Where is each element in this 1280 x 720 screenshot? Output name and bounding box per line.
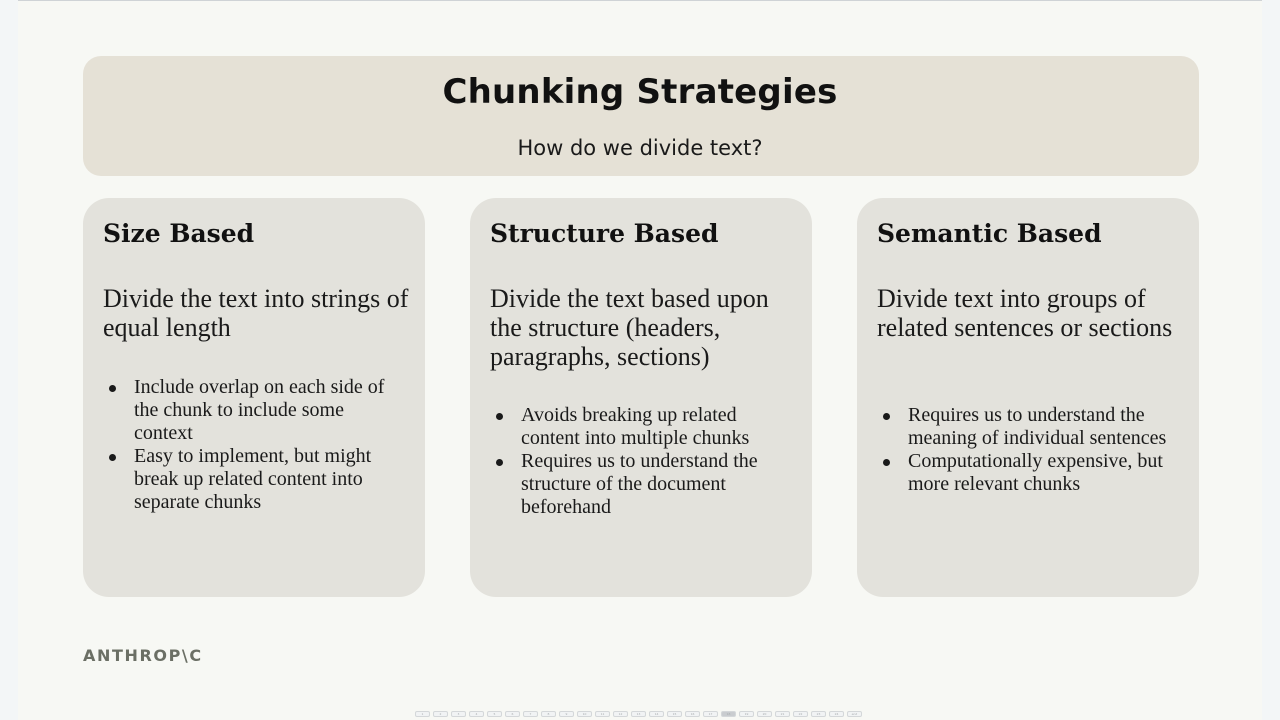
slide-navigation-strip — [415, 711, 862, 719]
bullet-dot-icon — [496, 459, 503, 466]
bullet-item — [103, 376, 403, 445]
card-size-based — [83, 198, 425, 597]
slide-thumb-18[interactable]: 18 — [721, 711, 736, 717]
bullet-dot-icon — [109, 385, 116, 392]
slide-thumb-20[interactable]: 20 — [757, 711, 772, 717]
bullet-item — [103, 445, 403, 514]
slide-thumb-1[interactable]: 1 — [415, 711, 430, 717]
slide-thumb-8[interactable]: 8 — [541, 711, 556, 717]
bullet-dot-icon — [883, 459, 890, 466]
bullet-text: Requires us to understand the structure of the document beforehand — [521, 450, 758, 518]
bullet-dot-icon — [496, 413, 503, 420]
bullet-text: Computationally expensive, but more relevant chunks — [908, 450, 1163, 495]
slide-thumb-4[interactable]: 4 — [469, 711, 484, 717]
bullet-item — [877, 404, 1177, 450]
slide-thumb-10[interactable]: 10 — [577, 711, 592, 717]
card-bullet-list — [490, 404, 790, 519]
slide-thumb-23[interactable]: 23 — [811, 711, 826, 717]
card-title: Size Based — [103, 219, 255, 248]
slide-thumb-17[interactable]: 17 — [703, 711, 718, 717]
slide-thumb-22[interactable]: 22 — [793, 711, 808, 717]
slide-thumb-end[interactable]: end — [847, 711, 862, 717]
slide-thumb-7[interactable]: 7 — [523, 711, 538, 717]
slide-thumb-16[interactable]: 16 — [685, 711, 700, 717]
card-bullet-list — [103, 376, 403, 514]
slide-thumb-19[interactable]: 19 — [739, 711, 754, 717]
bullet-text: Include overlap on each side of the chunk to include some context — [134, 376, 385, 444]
slide-thumb-15[interactable]: 15 — [667, 711, 682, 717]
slide-thumb-13[interactable]: 13 — [631, 711, 646, 717]
card-structure-based — [470, 198, 812, 597]
slide-thumb-14[interactable]: 14 — [649, 711, 664, 717]
slide-thumb-21[interactable]: 21 — [775, 711, 790, 717]
card-title: Semantic Based — [877, 219, 1102, 248]
slide-title: Chunking Strategies — [442, 72, 838, 112]
slide-thumb-3[interactable]: 3 — [451, 711, 466, 717]
bullet-text: Requires us to understand the meaning of individual sentences — [908, 404, 1167, 449]
card-description: Divide text into groups of related sentences or sections — [877, 284, 1173, 342]
slide-thumb-11[interactable]: 11 — [595, 711, 610, 717]
slide-thumb-6[interactable]: 6 — [505, 711, 520, 717]
slide-thumb-24[interactable]: 24 — [829, 711, 844, 717]
card-semantic-based — [857, 198, 1199, 597]
slide-thumb-5[interactable]: 5 — [487, 711, 502, 717]
bullet-text: Easy to implement, but might break up related content into separate chunks — [134, 445, 372, 513]
card-bullet-list — [877, 404, 1177, 496]
bullet-text: Avoids breaking up related content into multiple chunks — [521, 404, 750, 449]
anthropic-logo: ANTHROP\C — [83, 646, 203, 665]
slide-thumb-2[interactable]: 2 — [433, 711, 448, 717]
slide-subtitle: How do we divide text? — [517, 136, 763, 160]
card-description: Divide the text based upon the structure (headers, paragraphs, sections) — [490, 284, 769, 371]
bullet-dot-icon — [109, 454, 116, 461]
slide-thumb-9[interactable]: 9 — [559, 711, 574, 717]
card-description: Divide the text into strings of equal length — [103, 284, 409, 342]
card-title: Structure Based — [490, 219, 719, 248]
bullet-item — [490, 404, 790, 450]
bullet-item — [490, 450, 790, 519]
bullet-dot-icon — [883, 413, 890, 420]
bullet-item — [877, 450, 1177, 496]
slide-thumb-12[interactable]: 12 — [613, 711, 628, 717]
